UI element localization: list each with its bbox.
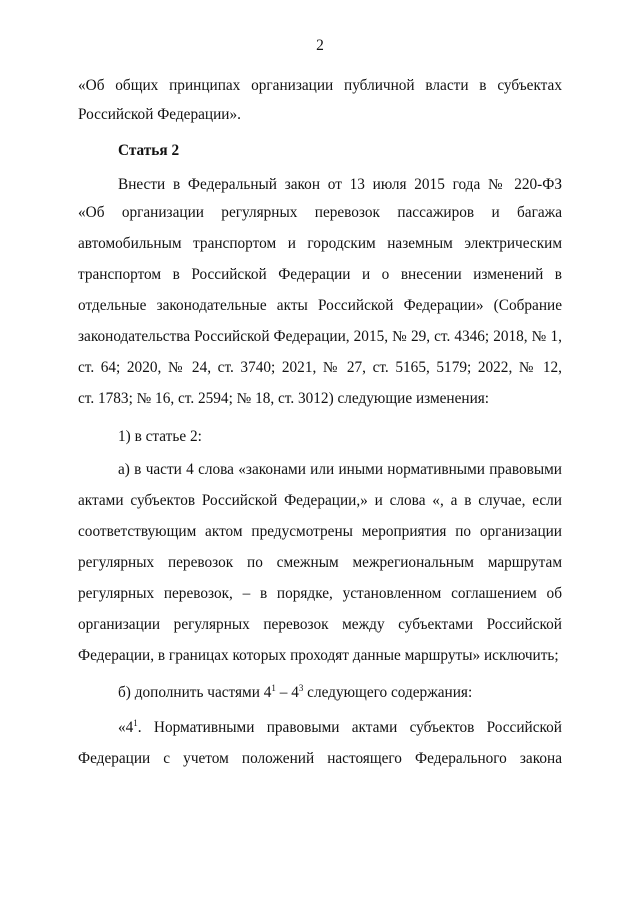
superscript: 1 xyxy=(271,683,276,693)
text-line: соответствующим актом предусмотрены мероприятия по организации xyxy=(78,523,562,540)
text-line: автомобильным транспортом и городским наземным электрическим xyxy=(78,235,562,252)
text-line: регулярных перевозок, – в порядке, установленном соглашением об xyxy=(78,585,562,602)
text-line: законодательства Российской Федерации, 2015, № 29, ст. 4346; 2018, № 1, xyxy=(78,328,562,345)
text-line: актами субъектов Российской Федерации,» и слова «, а в случае, если xyxy=(78,492,562,509)
list-item: 1) в статье 2: xyxy=(118,428,202,445)
superscript: 3 xyxy=(298,683,304,693)
text-line: транспортом в Российской Федерации и о внесении изменений в xyxy=(78,266,562,283)
text-line: ст. 1783; № 16, ст. 2594; № 18, ст. 3012) следующие изменения: xyxy=(78,390,490,407)
superscript: 1 xyxy=(133,718,138,728)
text-line: а) в части 4 слова «законами или иными нормативными правовыми xyxy=(118,461,562,478)
text-span: следующего содержания: xyxy=(303,684,473,701)
text-line: Федерации с учетом положений настоящего Федерального закона xyxy=(78,750,562,767)
text-line: «Об организации регулярных перевозок пассажиров и багажа xyxy=(78,204,562,221)
text-span: . Нормативными правовыми актами субъектов Российской xyxy=(137,719,562,736)
page-number: 2 xyxy=(316,37,324,54)
text-line: отдельные законодательные акты Российской Федерации» (Собрание xyxy=(78,297,562,314)
text-line: ст. 64; 2020, № 24, ст. 3740; 2021, № 27, ст. 5165, 5179; 2022, № 12, xyxy=(78,359,562,376)
text-line xyxy=(118,718,562,738)
text-span: – 4 xyxy=(275,684,299,701)
text-span: б) дополнить частями 4 xyxy=(118,684,272,701)
text-span: «4 xyxy=(118,719,134,736)
text-line: Федерации, в границах которых проходят данные маршруты» исключить; xyxy=(78,647,559,664)
text-line: регулярных перевозок по смежным межрегиональным маршрутам xyxy=(78,554,562,571)
article-heading: Статья 2 xyxy=(118,142,180,159)
text-line: Российской Федерации». xyxy=(78,106,241,123)
text-line: «Об общих принципах организации публичной власти в субъектах xyxy=(78,77,562,94)
list-item xyxy=(118,683,562,703)
text-line: организации регулярных перевозок между субъектами Российской xyxy=(78,616,562,633)
text-line: Внести в Федеральный закон от 13 июля 2015 года № 220-ФЗ xyxy=(118,176,562,193)
